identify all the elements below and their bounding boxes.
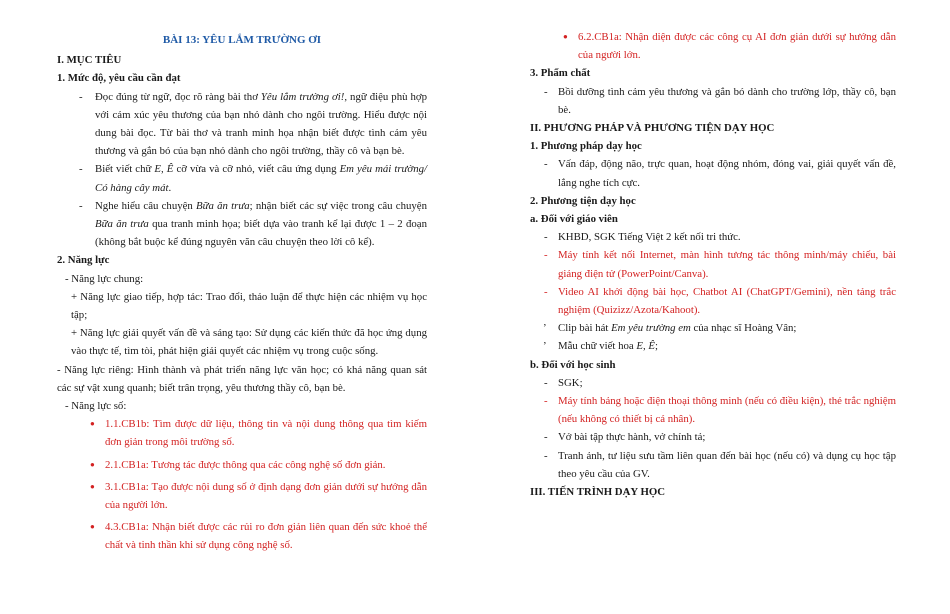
- section-heading-methods: II. PHƯƠNG PHÁP VÀ PHƯƠNG TIỆN DẠY HỌC: [530, 122, 775, 135]
- competency-communication: + Năng lực giao tiếp, hợp tác: Trao đổi, thảo luận để thực hiện các nhiệm vụ học tập;: [71, 290, 427, 322]
- student-item: - Tranh ảnh, tư liệu sưu tầm liên quan đến bài học (nếu có) và dụng cụ học tập theo yêu cầu của GV.: [530, 447, 896, 483]
- digital-competency-item: ● 4.3.CB1a: Nhận biết được các rủi ro đơn giản liên quan đến sức khoẻ thể chất và tinh thần khi sử dụng công nghệ số.: [57, 518, 427, 554]
- teacher-item: - Video AI khởi động bài học, Chatbot AI (ChatGPT/Gemini), nền tảng trắc nghiệm (Quizizz/Azota/Kahoot).: [530, 283, 896, 319]
- subheading-competencies: 2. Năng lực: [57, 254, 110, 267]
- lesson-title: BÀI 13: YÊU LẮM TRƯỜNG ƠI: [162, 34, 322, 46]
- digital-competency-item: ● 1.1.CB1b: Tìm được dữ liệu, thông tin và nội dung thông qua tìm kiếm đơn giản trong môi trường số.: [57, 415, 427, 451]
- subheading-for-student: b. Đối với học sinh: [530, 358, 616, 371]
- method-item: - Vấn đáp, động não, trực quan, hoạt động nhóm, đóng vai, giải quyết vấn đề, lắng nghe tích cực.: [530, 155, 896, 191]
- teacher-item: - Máy tính kết nối Internet, màn hình tương tác thông minh/máy chiếu, bài giảng điện tử (PowerPoint/Canva).: [530, 246, 896, 282]
- digital-competency-label: - Năng lực số:: [65, 400, 127, 413]
- specific-competency: - Năng lực riêng: Hình thành và phát triển năng lực văn học; có khả năng quan sát các sự vật xung quanh; biết trân trọng, yêu thương thầy cô, bạn bè.: [57, 363, 427, 394]
- digital-competency-item: ● 6.2.CB1a: Nhận diện được các công cụ AI đơn giản dưới sự hướng dẫn của người lớn.: [530, 28, 896, 64]
- subheading-requirements: 1. Mức độ, yêu cầu cần đạt: [57, 72, 181, 85]
- section-heading-procedure: III. TIẾN TRÌNH DẠY HỌC: [530, 486, 666, 499]
- digital-competency-item: ● 2.1.CB1a: Tương tác được thông qua các công nghệ số đơn giản.: [57, 456, 427, 474]
- left-column: [57, 28, 427, 555]
- teacher-item: - KHBD, SGK Tiếng Việt 2 kết nối tri thức.: [530, 228, 896, 246]
- quality-item: - Bồi dưỡng tình cảm yêu thương và gắn bó dành cho trường lớp, thầy cô, bạn bè.: [530, 83, 896, 119]
- competency-problem-solving: + Năng lực giải quyết vấn đề và sáng tạo: Sử dụng các kiến thức đã học ứng dụng vào thực tế, tìm tòi, phát hiện giải quyết các nhiệm vụ trong cuộc sống.: [71, 327, 427, 358]
- objective-reading: - Đọc đúng từ ngữ, đọc rõ ràng bài thơ Yêu lắm trường ơi!, ngữ điệu phù hợp với cảm xúc yêu thương của bạn nhỏ dành cho ngôi trường. Hiểu được nội dung bài đọc. Từ bài thơ và tranh minh họa nhận biết được tình cảm yêu thương và gắn bó của bạn nhỏ dành cho ngôi trường, thầy cô và bạn bè.: [57, 88, 427, 161]
- subheading-qualities: 3. Phẩm chất: [530, 67, 591, 80]
- student-item: - Vở bài tập thực hành, vở chính tả;: [530, 428, 896, 446]
- objective-listening: - Nghe hiểu câu chuyện Bữa ăn trưa; nhận biết các sự việc trong câu chuyện Bữa ăn trưa qua tranh minh họa; biết dựa vào tranh kể lại được 1 – 2 đoạn (không bắt buộc kể đúng nguyên văn câu chuyện theo lời cô kể).: [57, 197, 427, 252]
- subheading-teaching-methods: 1. Phương pháp dạy học: [530, 140, 642, 153]
- subheading-for-teacher: a. Đối với giáo viên: [530, 213, 618, 226]
- student-item: - Máy tính bảng hoặc điện thoại thông minh (nếu có điều kiện), thẻ trắc nghiệm (nếu không có thiết bị cá nhân).: [530, 392, 896, 428]
- subheading-teaching-means: 2. Phương tiện dạy học: [530, 194, 636, 207]
- section-heading-objectives: I. MỤC TIÊU: [57, 54, 122, 67]
- teacher-item: ’ Mẫu chữ viết hoa E, Ê;: [530, 337, 896, 355]
- digital-competency-item: ● 3.1.CB1a: Tạo được nội dung số ở định dạng đơn giản dưới sự hướng dẫn của người lớn.: [57, 478, 427, 514]
- teacher-item: ’ Clip bài hát Em yêu trường em của nhạc sĩ Hoàng Vân;: [530, 319, 896, 337]
- general-competency-label: - Năng lực chung:: [65, 272, 144, 285]
- student-item: - SGK;: [530, 374, 896, 392]
- right-column: [530, 28, 896, 501]
- objective-writing: - Biết viết chữ E, Ê cỡ vừa và cỡ nhỏ, viết câu ứng dụng Em yêu mái trường/ Có hàng cây mát.: [57, 160, 427, 196]
